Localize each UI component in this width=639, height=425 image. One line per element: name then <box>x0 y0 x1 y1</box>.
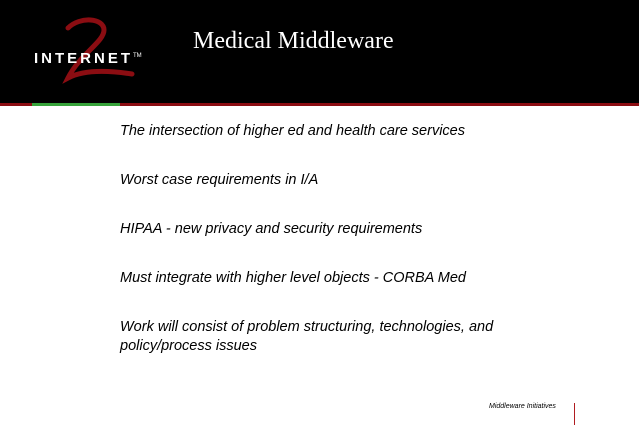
bullet-item: The intersection of higher ed and health care services <box>120 123 465 139</box>
bullet-item: Work will consist of problem structuring, technologies, and policy/process issues <box>120 319 494 354</box>
logo-trademark: TM <box>133 53 142 59</box>
internet2-logo <box>28 14 142 92</box>
page-title: Medical Middleware <box>193 28 394 54</box>
bullet-item: Must integrate with higher level objects - CORBA Med <box>120 270 466 286</box>
footer-label: Middleware Initiatives <box>489 403 556 410</box>
bullet-item: Worst case requirements in I/A <box>120 172 319 188</box>
bullet-list <box>120 122 580 386</box>
slide-header <box>0 0 639 103</box>
bullet-item: HIPAA - new privacy and security requirements <box>120 221 423 237</box>
logo-text: INTERNET <box>34 50 133 67</box>
internet2-wordmark <box>34 50 142 67</box>
footer-divider <box>574 403 575 425</box>
header-divider-accent <box>32 103 120 106</box>
